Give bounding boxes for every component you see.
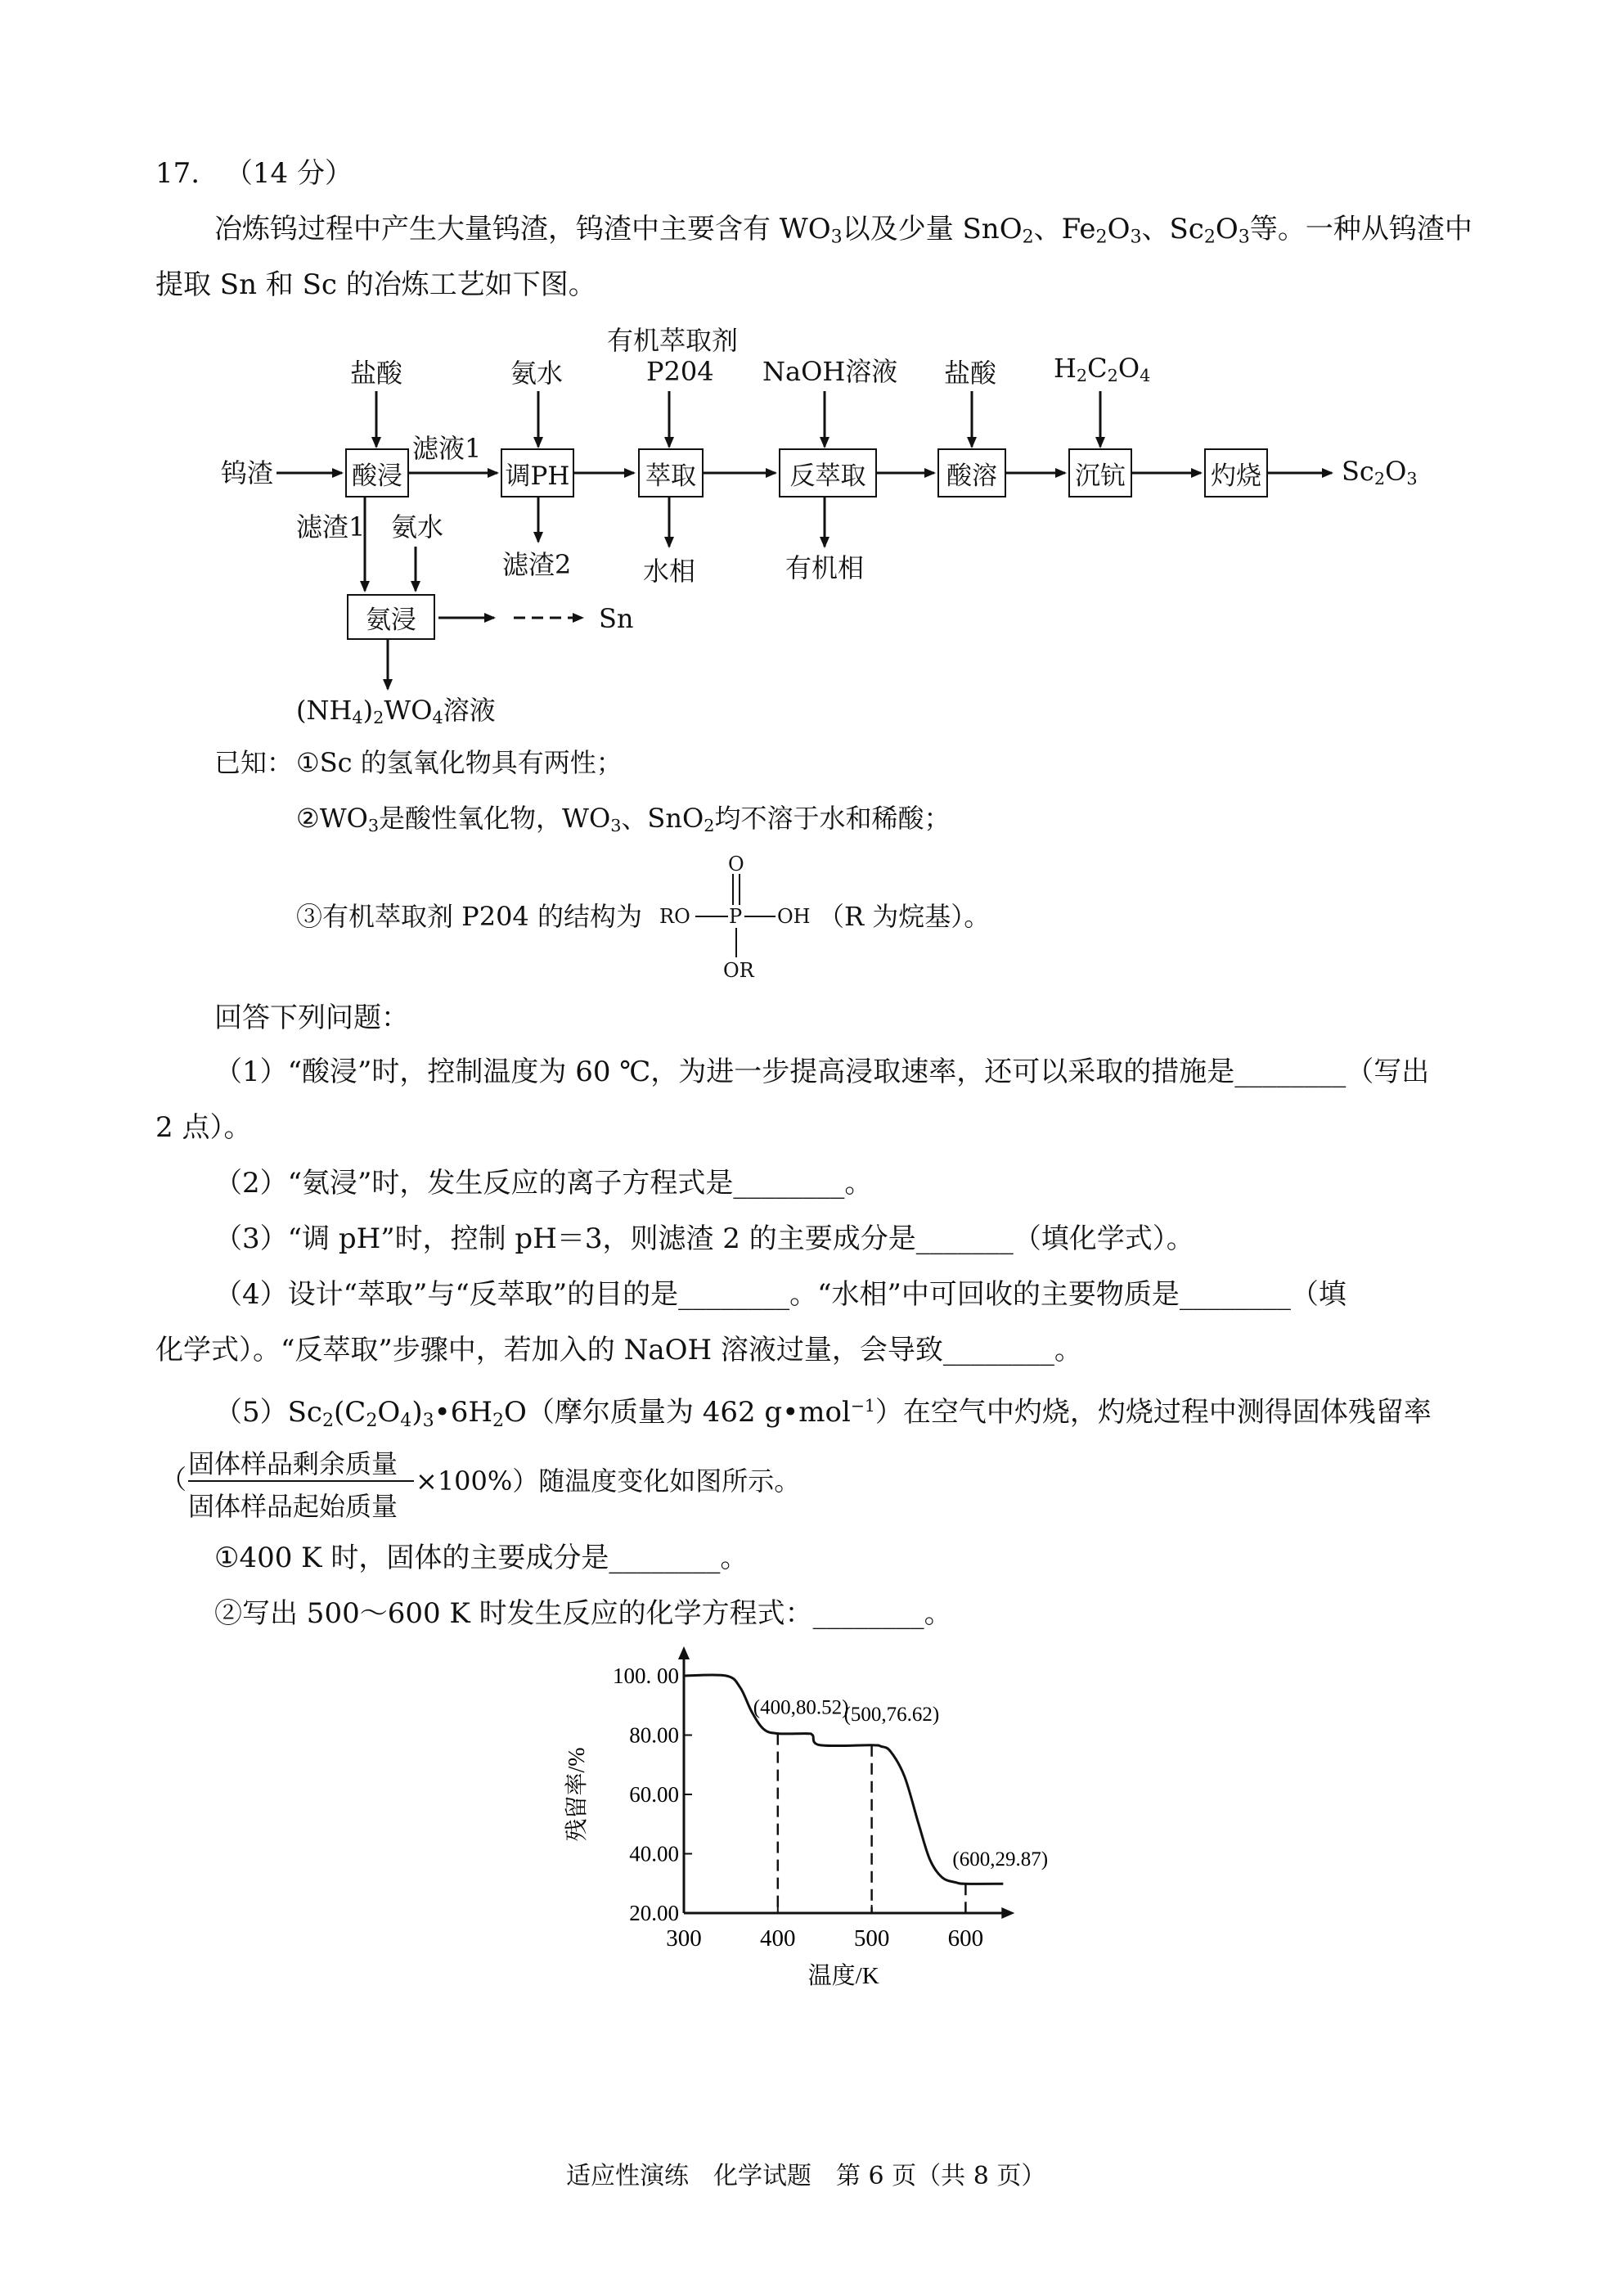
stream-tungstate-text: WO [384, 695, 433, 726]
question-5-2: ②写出 500～600 K 时发生反应的化学方程式：________。 [214, 1597, 952, 1630]
reagent-hcl-1: 盐酸 [350, 358, 403, 389]
reagent-ammonia-2: 氨水 [391, 511, 444, 542]
x-axis-label: 温度/K [807, 1963, 879, 1989]
known-item-2-text: 是酸性氧化物，WO [379, 803, 611, 834]
q5-text: （5）Sc [214, 1396, 322, 1429]
q5-text: ) [411, 1396, 423, 1429]
question-2: （2）“氨浸”时，发生反应的离子方程式是________。 [214, 1167, 873, 1200]
step-extract: 萃取 [638, 448, 704, 497]
reagent-oxalic-text: H [1054, 353, 1077, 384]
y-axis-arrow [678, 1646, 690, 1659]
known-item-2: $②WO_3$是酸性氧化物，$WO_3$、SnO$_2$均不溶于水和稀酸； [296, 803, 951, 836]
stream-filtrate-1: 滤液1 [412, 433, 482, 464]
intro-text: O [1215, 213, 1239, 245]
stream-tungstate-text: (NH [296, 695, 353, 726]
known-item-1: ①Sc 的氢氧化物具有两性； [296, 747, 623, 778]
flow-output-text: O [1385, 456, 1407, 487]
fraction-denominator: 固体样品起始质量 [188, 1491, 398, 1522]
q5-text: •6H [434, 1396, 492, 1429]
x-tick-label: 600 [947, 1925, 984, 1952]
y-tick-label: 40.00 [629, 1841, 679, 1866]
x-tick-label: 300 [666, 1925, 702, 1952]
y-tick-label: 20.00 [629, 1901, 679, 1925]
question-number-text: 17. [155, 157, 200, 190]
intro-text: 、Sc [1141, 213, 1204, 245]
struct-oh: OH [777, 905, 811, 928]
q5-text: ）在空气中灼烧，灼烧过程中测得固体残留率 [874, 1396, 1432, 1429]
step-acid-leach: 酸浸 [345, 448, 409, 497]
question-5-1: ①400 K 时，固体的主要成分是________。 [214, 1542, 749, 1574]
intro-text: 冶炼钨过程中产生大量钨渣，钨渣中主要含有 WO [214, 213, 831, 245]
q5-superscript: −1 [850, 1396, 875, 1416]
known-item-3-suffix: （R 为烷基）。 [818, 901, 991, 932]
known-label: 已知： [214, 747, 294, 778]
stream-residue-1: 滤渣1 [296, 511, 366, 542]
x-tick-label: 500 [853, 1925, 890, 1952]
flow-input: 钨渣 [221, 457, 274, 488]
fraction-close: ×100%）随温度变化如图所示。 [416, 1465, 801, 1497]
stream-tungstate-text: 溶液 [443, 695, 496, 726]
answers-intro: 回答下列问题： [214, 1002, 409, 1034]
question-4-line-1: （4）设计“萃取”与“反萃取”的目的是________。“水相”中可回收的主要物质是________（填 [214, 1278, 1347, 1311]
y-tick-label: 60.00 [629, 1782, 679, 1807]
struct-or: OR [723, 959, 754, 982]
stream-organic-phase: 有机相 [785, 552, 865, 583]
intro-text: 以及少量 SnO [842, 213, 1023, 245]
reagent-extractant-2: P204 [646, 356, 714, 387]
reagent-naoh: NaOH溶液 [762, 356, 898, 387]
fraction-numerator: 固体样品剩余质量 [188, 1448, 398, 1479]
struct-ro: RO [659, 905, 690, 928]
x-axis-arrow [1001, 1907, 1014, 1919]
question-points: （14 分） [224, 157, 353, 190]
y-tick-label: 80.00 [629, 1722, 679, 1748]
stream-tungstate-text: ) [362, 695, 374, 726]
reagent-ammonia-1: 氨水 [510, 358, 564, 389]
q5-text: O（摩尔质量为 462 g•mol [504, 1396, 851, 1429]
y-tick-label: 100. 00 [613, 1663, 679, 1688]
residue-chart [556, 1645, 1063, 1997]
question-5-line-1: $(5)Sc_2(C_2O_4)_3•6H_2O$（摩尔质量为 462 g•mol$^{-1}$）在空气中灼烧，灼烧过程中测得固体残留率 [214, 1396, 1432, 1431]
stream-residue-2: 滤渣2 [502, 549, 572, 580]
question-1-line-2: 2 点）。 [155, 1111, 252, 1144]
known-item-2-text: 均不溶于水和稀酸； [714, 803, 951, 834]
annotation-label-2: (500,76.62) [843, 1703, 940, 1726]
flow-output-text: Sc [1342, 456, 1374, 487]
q5-text: O [377, 1396, 401, 1429]
page-footer: 适应性演练 化学试题 第 6 页（共 8 页） [566, 2162, 1046, 2190]
struct-p: P [729, 905, 743, 928]
step-precipitate: 沉钪 [1068, 448, 1132, 497]
step-ammonia-leach: 氨浸 [347, 594, 435, 640]
question-4-line-2: 化学式）。“反萃取”步骤中，若加入的 NaOH 溶液过量，会导致________。 [155, 1334, 1082, 1366]
flow-output: $Sc_2O_3$ [1342, 456, 1418, 489]
known-item-2-text: 、SnO [621, 803, 704, 834]
y-axis-label: 残留率/% [564, 1747, 590, 1842]
q5-text: (C [334, 1396, 366, 1429]
question-1-line-1: （1）“酸浸”时，控制温度为 60 ℃，为进一步提高浸取速率，还可以采取的措施是________（写出 [214, 1056, 1430, 1088]
known-item-3-prefix: ③有机萃取剂 P204 的结构为 [296, 901, 642, 932]
intro-text: O [1107, 213, 1131, 245]
x-tick-label: 400 [760, 1925, 796, 1952]
stream-aqueous-phase: 水相 [643, 556, 696, 587]
intro-line-1: 冶炼钨过程中产生大量钨渣，钨渣中主要含有 $WO_3$以及少量 SnO$_2$、$Fe_2O_3$、$Sc_2O_3$等。一种从钨渣中 [214, 213, 1472, 248]
stream-sn: Sn [599, 603, 634, 634]
question-3: （3）“调 pH”时，控制 pH＝3，则滤渣 2 的主要成分是_______（填化学式）。 [214, 1222, 1194, 1255]
reagent-oxalic-text: O [1117, 353, 1140, 384]
step-ph-adjust: 调PH [501, 448, 574, 497]
struct-o: O [728, 853, 744, 876]
fraction-open: （ [160, 1464, 187, 1495]
annotation-label-3: (600,29.87) [952, 1848, 1049, 1871]
reagent-oxalic-text: C [1087, 353, 1108, 384]
reagent-oxalic: $H_2C_2O_4$ [1054, 353, 1151, 386]
reagent-hcl-2: 盐酸 [944, 358, 997, 389]
reagent-extractant-1: 有机萃取剂 [607, 325, 739, 356]
p204-structure [659, 853, 813, 984]
step-calcine: 灼烧 [1204, 448, 1268, 497]
stream-tungstate: $(NH_4)_2WO_4$溶液 [296, 695, 496, 728]
fraction-bar [188, 1480, 414, 1482]
intro-line-2: 提取 Sn 和 Sc 的冶炼工艺如下图。 [155, 268, 596, 301]
intro-text: 、Fe [1033, 213, 1096, 245]
known-item-2-text: ②WO [296, 803, 368, 834]
step-back-extract: 反萃取 [779, 448, 877, 497]
step-acid-dissolve: 酸溶 [937, 448, 1006, 497]
intro-text: 等。一种从钨渣中 [1249, 213, 1472, 245]
annotation-label-1: (400,80.52) [753, 1696, 849, 1719]
residue-fraction [188, 1443, 417, 1525]
